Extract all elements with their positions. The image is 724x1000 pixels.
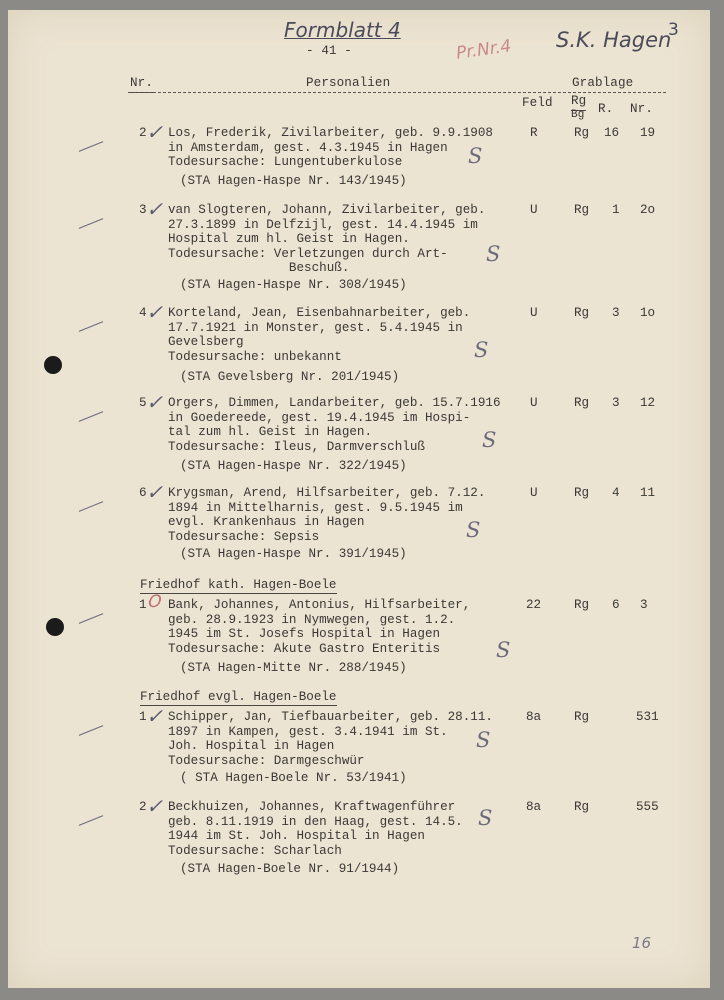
entry-reihe: 3 bbox=[612, 306, 620, 320]
entry-feld: 8a bbox=[526, 800, 542, 814]
entry-source: (STA Hagen-Haspe Nr. 308/1945) bbox=[180, 278, 407, 292]
entry-source: (STA Gevelsberg Nr. 201/1945) bbox=[180, 370, 400, 384]
entry-number: 4 bbox=[139, 306, 147, 320]
sheet-number: 3 bbox=[668, 20, 679, 40]
header-rg: Rg bbox=[571, 94, 586, 111]
check-mark: ✓ bbox=[144, 390, 168, 414]
handwritten-s-mark: S bbox=[486, 242, 501, 266]
page-number: - 41 - bbox=[306, 44, 352, 58]
entry-grab-nr: 1o bbox=[640, 306, 656, 320]
header-feld: Feld bbox=[522, 96, 553, 110]
header-reihe: R. bbox=[598, 102, 614, 116]
entry-text-line: Beckhuizen, Johannes, Kraftwagenführer bbox=[168, 800, 456, 814]
entry-text-line: Todesursache: unbekannt bbox=[168, 349, 342, 364]
entry-number: 2 bbox=[139, 126, 147, 140]
header-grablage: Grablage bbox=[572, 76, 634, 90]
entry-reihe: 4 bbox=[612, 486, 620, 500]
entry-rg: Rg bbox=[574, 396, 590, 410]
entry-rg: Rg bbox=[574, 710, 590, 724]
entry-text-line: Todesursache: Sepsis bbox=[168, 529, 320, 544]
entry-text-line: Todesursache: Darmgeschwür bbox=[168, 753, 365, 768]
form-title: Formblatt 4 bbox=[284, 18, 401, 42]
entry-grab-nr: 19 bbox=[640, 126, 656, 140]
check-mark: ✓ bbox=[144, 480, 168, 504]
entry-grab-nr: 531 bbox=[636, 710, 659, 724]
entry-text-line: Los, Frederik, Zivilarbeiter, geb. 9.9.1908 bbox=[168, 126, 493, 140]
entry-text-line: Todesursache: Verletzungen durch Art- bbox=[168, 246, 448, 261]
entry-text-line: Bank, Johannes, Antonius, Hilfsarbeiter, bbox=[168, 598, 471, 612]
entry-text-line: Hospital zum hl. Geist in Hagen. bbox=[168, 232, 410, 247]
margin-dash-mark bbox=[79, 815, 103, 826]
entry-reihe: 1 bbox=[612, 203, 620, 217]
entry-text-line: Joh. Hospital in Hagen bbox=[168, 739, 335, 754]
entry-text-line: evgl. Krankenhaus in Hagen bbox=[168, 515, 365, 530]
margin-dash-mark bbox=[79, 725, 103, 736]
location-handwritten: S.K. Hagen bbox=[556, 28, 672, 52]
entry-text-line: Todesursache: Lungentuberkulose bbox=[168, 155, 403, 170]
entry-reihe: 3 bbox=[612, 396, 620, 410]
handwritten-s-mark: S bbox=[466, 518, 481, 542]
entry-feld: U bbox=[530, 396, 538, 410]
entry-text-line: 17.7.1921 in Monster, gest. 5.4.1945 in bbox=[168, 320, 463, 335]
entry-rg: Rg bbox=[574, 800, 590, 814]
handwritten-s-mark: S bbox=[474, 338, 489, 362]
entry-feld: U bbox=[530, 203, 538, 217]
entry-source: (STA Hagen-Haspe Nr. 391/1945) bbox=[180, 547, 407, 561]
entry-feld: 8a bbox=[526, 710, 542, 724]
header-grab-nr: Nr. bbox=[630, 102, 653, 116]
check-mark: ✓ bbox=[144, 704, 168, 728]
entry-rg: Rg bbox=[574, 486, 590, 500]
margin-dash-mark bbox=[79, 141, 103, 152]
check-mark: ✓ bbox=[144, 794, 168, 818]
entry-reihe: 6 bbox=[612, 598, 620, 612]
section-evgl-boele: Friedhof evgl. Hagen-Boele bbox=[140, 690, 337, 704]
entry-text-line: geb. 28.9.1923 in Nymwegen, gest. 1.2. bbox=[168, 612, 456, 627]
entry-rg: Rg bbox=[574, 126, 590, 140]
handwritten-s-mark: S bbox=[468, 144, 483, 168]
entry-source: ( STA Hagen-Boele Nr. 53/1941) bbox=[180, 771, 407, 785]
footer-page-mark: 16 bbox=[632, 934, 652, 952]
margin-dash-mark bbox=[79, 501, 103, 512]
handwritten-s-mark: S bbox=[496, 638, 511, 662]
entry-text-line: tal zum hl. Geist in Hagen. bbox=[168, 425, 373, 440]
entry-text-line: Todesursache: Scharlach bbox=[168, 843, 342, 858]
entry-grab-nr: 12 bbox=[640, 396, 656, 410]
entry-number: 3 bbox=[139, 203, 147, 217]
entry-source: (STA Hagen-Haspe Nr. 143/1945) bbox=[180, 174, 407, 188]
entry-text-line: 1894 in Mittelharnis, gest. 9.5.1945 im bbox=[168, 500, 463, 515]
entry-grab-nr: 2o bbox=[640, 203, 656, 217]
entry-grab-nr: 11 bbox=[640, 486, 656, 500]
entry-text-line: 1944 im St. Joh. Hospital in Hagen bbox=[168, 829, 425, 844]
entry-text-line: 1945 im St. Josefs Hospital in Hagen bbox=[168, 627, 441, 642]
margin-dash-mark bbox=[79, 411, 103, 422]
entry-feld: R bbox=[530, 126, 538, 140]
entry-text-line: Korteland, Jean, Eisenbahnarbeiter, geb. bbox=[168, 306, 471, 320]
entry-grab-nr: 3 bbox=[640, 598, 648, 612]
section-kath-boele: Friedhof kath. Hagen-Boele bbox=[140, 578, 337, 592]
entry-source: (STA Hagen-Mitte Nr. 288/1945) bbox=[180, 661, 407, 675]
entry-source: (STA Hagen-Boele Nr. 91/1944) bbox=[180, 862, 400, 876]
margin-dash-mark bbox=[79, 613, 103, 624]
punch-hole-top bbox=[44, 356, 62, 374]
handwritten-s-mark: S bbox=[476, 728, 491, 752]
entry-text-line: Orgers, Dimmen, Landarbeiter, geb. 15.7.1916 bbox=[168, 396, 501, 410]
check-mark: ✓ bbox=[144, 197, 168, 221]
entry-text-line: Krygsman, Arend, Hilfsarbeiter, geb. 7.12. bbox=[168, 486, 486, 500]
entry-rg: Rg bbox=[574, 598, 590, 612]
entry-text-line: Beschuß. bbox=[168, 261, 350, 276]
check-mark: ✓ bbox=[144, 300, 168, 324]
margin-dash-mark bbox=[79, 321, 103, 332]
entry-feld: U bbox=[530, 486, 538, 500]
entry-rg: Rg bbox=[574, 306, 590, 320]
entry-number: 2 bbox=[139, 800, 147, 814]
check-mark: ✓ bbox=[144, 120, 168, 144]
entry-text-line: in Goedereede, gest. 19.4.1945 im Hospi- bbox=[168, 410, 471, 425]
entry-text-line: van Slogteren, Johann, Zivilarbeiter, geb. bbox=[168, 203, 486, 217]
entry-text-line: in Amsterdam, gest. 4.3.1945 in Hagen bbox=[168, 140, 448, 155]
entry-grab-nr: 555 bbox=[636, 800, 659, 814]
header-nr: Nr. bbox=[130, 76, 153, 93]
entry-number: 1 bbox=[139, 598, 147, 612]
entry-rg: Rg bbox=[574, 203, 590, 217]
header-bg: Bg bbox=[571, 109, 585, 121]
entry-text-line: 27.3.1899 in Delfzijl, gest. 14.4.1945 im bbox=[168, 217, 478, 232]
entry-text-line: Todesursache: Akute Gastro Enteritis bbox=[168, 641, 441, 656]
entry-reihe: 16 bbox=[604, 126, 620, 140]
entry-feld: 22 bbox=[526, 598, 542, 612]
entry-source: (STA Hagen-Haspe Nr. 322/1945) bbox=[180, 459, 407, 473]
circle-mark: O bbox=[145, 592, 165, 612]
handwritten-s-mark: S bbox=[482, 428, 497, 452]
entry-feld: U bbox=[530, 306, 538, 320]
entry-number: 6 bbox=[139, 486, 147, 500]
entry-text-line: geb. 8.11.1919 in den Haag, gest. 14.5. bbox=[168, 814, 463, 829]
handwritten-s-mark: S bbox=[478, 806, 493, 830]
entry-number: 1 bbox=[139, 710, 147, 724]
entry-number: 5 bbox=[139, 396, 147, 410]
entry-text-line: 1897 in Kampen, gest. 3.4.1941 im St. bbox=[168, 724, 448, 739]
entry-text-line: Schipper, Jan, Tiefbauarbeiter, geb. 28.11. bbox=[168, 710, 493, 724]
header-rule bbox=[128, 92, 666, 93]
document-page bbox=[8, 10, 710, 988]
punch-hole-bottom bbox=[46, 618, 64, 636]
margin-dash-mark bbox=[79, 218, 103, 229]
entry-text-line: Todesursache: Ileus, Darmverschluß bbox=[168, 439, 425, 454]
red-stamp-mark: Pr.Nr.4 bbox=[454, 36, 513, 64]
header-personalien: Personalien bbox=[306, 76, 391, 90]
entry-text-line: Gevelsberg bbox=[168, 335, 244, 350]
